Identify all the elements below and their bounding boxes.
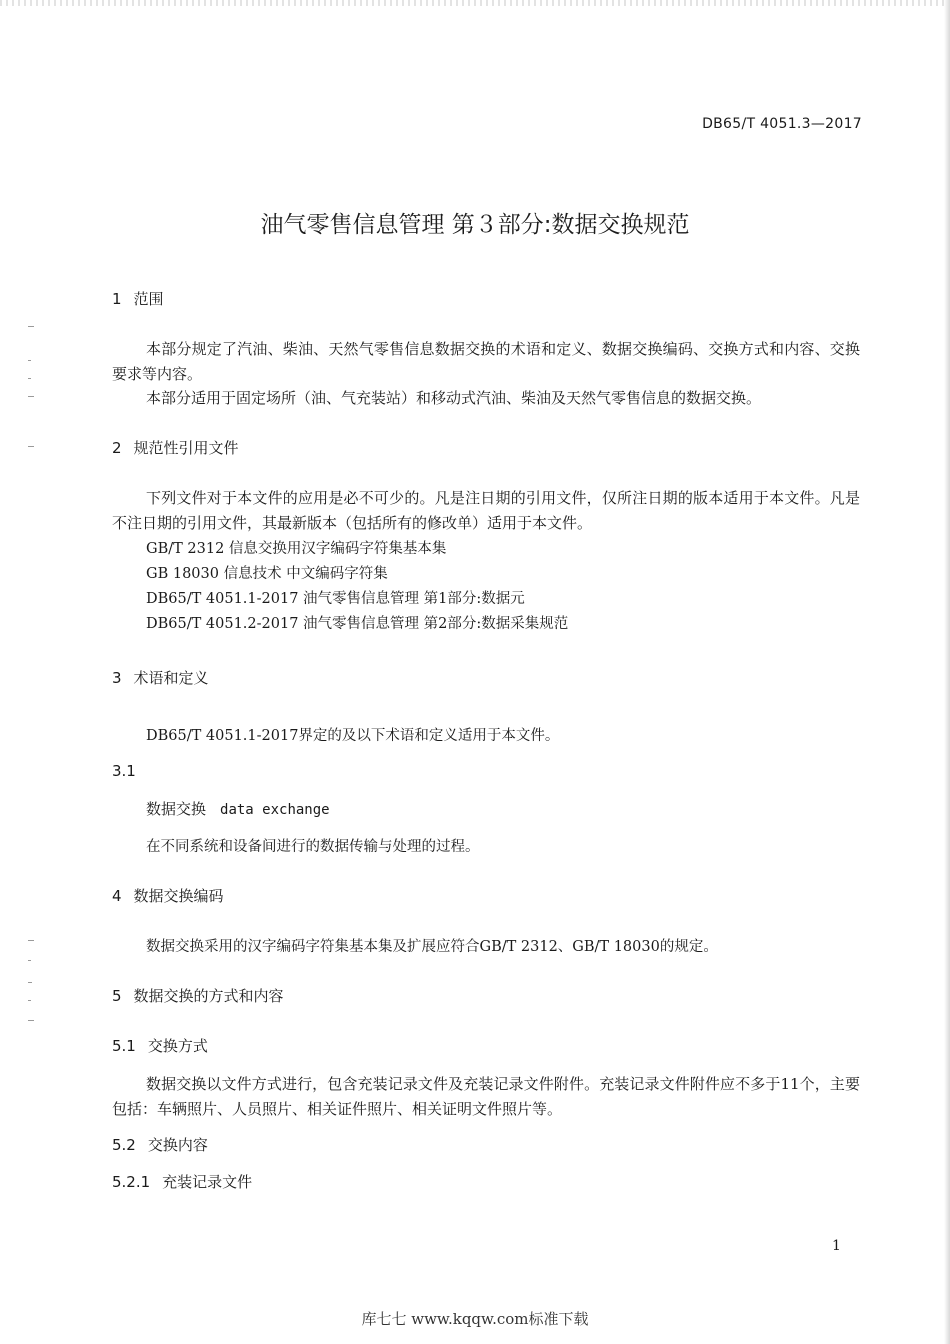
section-heading-4	[112, 885, 224, 906]
reference-item: GB/T 2312 信息交换用汉字编码字符集基本集	[146, 541, 447, 557]
section-title: 交换方式	[147, 1037, 208, 1055]
term-english: data exchange	[220, 802, 330, 818]
section-number: 2	[112, 439, 122, 457]
term-chinese: 数据交换	[146, 800, 207, 818]
reference-item: GB 18030 信息技术 中文编码字符集	[146, 566, 388, 582]
section-title: 交换内容	[147, 1136, 208, 1154]
section-title: 术语和定义	[133, 669, 209, 687]
subsection-heading-5-2	[112, 1134, 208, 1155]
term-definition: 在不同系统和设备间进行的数据传输与处理的过程。	[146, 839, 480, 855]
subsection-heading-5-1	[112, 1035, 208, 1056]
subsection-number-3-1: 3.1	[112, 762, 136, 780]
scan-specks	[28, 320, 42, 1040]
paragraph-exchange-method: 数据交换以文件方式进行，包含充装记录文件及充装记录文件附件。充装记录文件附件应不多于11个，主要包括：车辆照片、人员照片、相关证件照片、相关证明文件照片等。	[112, 1075, 860, 1118]
section-title: 规范性引用文件	[133, 439, 239, 457]
section-number: 5.2	[112, 1136, 136, 1154]
section-title: 数据交换编码	[133, 887, 224, 905]
section-number: 4	[112, 887, 122, 905]
paragraph-normative-intro: 下列文件对于本文件的应用是必不可少的。凡是注日期的引用文件，仅所注日期的版本适用于本文件。凡是不注日期的引用文件，其最新版本（包括所有的修改单）适用于本文件。	[112, 489, 860, 532]
reference-item: DB65/T 4051.1-2017 油气零售信息管理 第1部分:数据元	[146, 591, 525, 607]
document-title: 油气零售信息管理 第３部分:数据交换规范	[260, 212, 690, 238]
page-number: 1	[832, 1238, 841, 1254]
section-title: 数据交换的方式和内容	[133, 987, 284, 1005]
section-heading-5	[112, 985, 284, 1006]
paragraph-terms-intro: DB65/T 4051.1-2017界定的及以下术语和定义适用于本文件。	[146, 728, 560, 744]
document-code: DB65/T 4051.3—2017	[702, 116, 862, 132]
section-heading-3	[112, 667, 209, 688]
section-heading-2	[112, 437, 239, 458]
section-title: 范围	[133, 290, 164, 308]
paragraph-encoding: 数据交换采用的汉字编码字符集基本集及扩展应符合GB/T 2312、GB/T 18030的规定。	[146, 939, 718, 955]
section-title: 充装记录文件	[162, 1173, 253, 1191]
term-entry	[146, 798, 330, 819]
section-number: 3	[112, 669, 122, 687]
reference-item: DB65/T 4051.2-2017 油气零售信息管理 第2部分:数据采集规范	[146, 616, 569, 632]
section-number: 1	[112, 290, 122, 308]
scan-edge-top	[0, 0, 950, 6]
watermark-text: 库七七 www.kqqw.com标准下载	[361, 1310, 589, 1328]
paragraph-scope-2: 本部分适用于固定场所（油、气充装站）和移动式汽油、柴油及天然气零售信息的数据交换。	[146, 389, 762, 407]
section-number: 5	[112, 987, 122, 1005]
section-number: 5.2.1	[112, 1173, 151, 1191]
scan-edge-right	[944, 0, 950, 1344]
section-number: 5.1	[112, 1037, 136, 1055]
section-heading-1	[112, 288, 164, 309]
subsection-heading-5-2-1	[112, 1171, 252, 1192]
paragraph-scope-1: 本部分规定了汽油、柴油、天然气零售信息数据交换的术语和定义、数据交换编码、交换方式和内容、交换要求等内容。	[112, 340, 860, 383]
